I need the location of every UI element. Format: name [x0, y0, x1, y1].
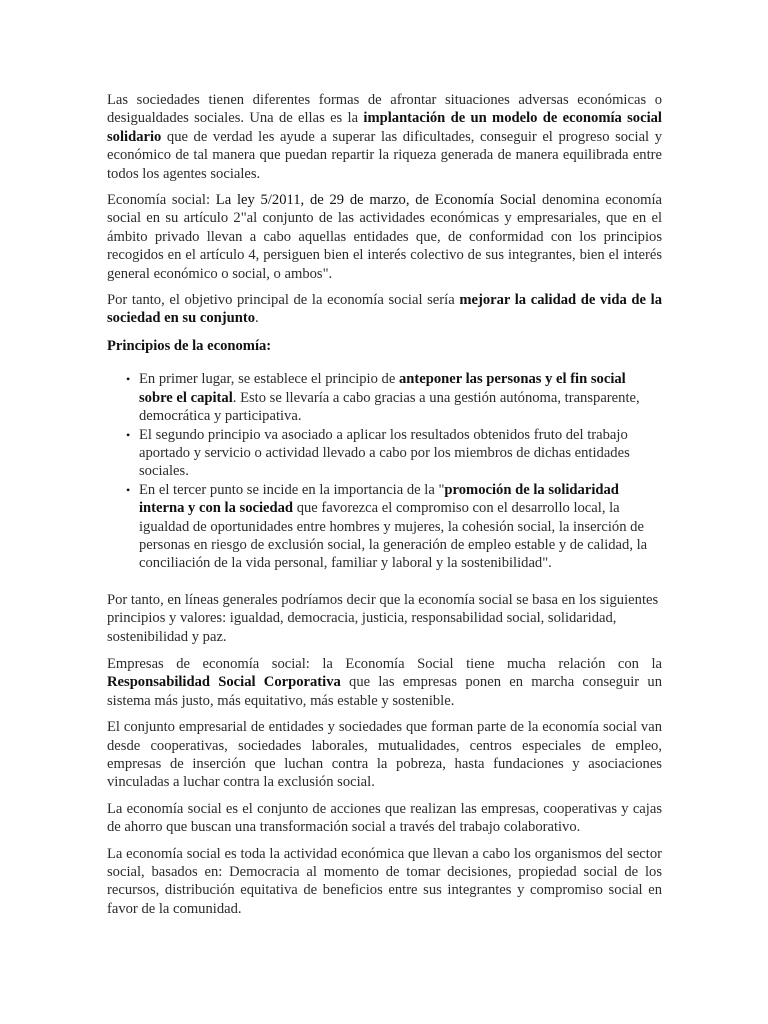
companies-paragraph [107, 655, 662, 710]
intro-paragraph [107, 91, 662, 183]
bullet-highlight: promoción de la solidaridad interna y con la sociedad [139, 481, 619, 517]
principles-list [107, 370, 662, 572]
companies-text: Empresas de economía social: la Economía Social tiene mucha relación con la [107, 655, 662, 672]
bullet-highlight: anteponer las personas y el fin social sobre el capital [139, 371, 626, 406]
bullet-icon: • [126, 482, 131, 497]
objective-highlight: mejorar la calidad de vida de la sociedad en su conjunto [107, 292, 662, 327]
bullet-icon: • [126, 372, 131, 387]
definition-text: denomina economía social en su artículo 2"al conjunto de las actividades económicas y empresariales, que en el ámbito privado llevan a cabo aquellas entidades que, de conformidad con los principios recogidos en el artículo 4, persiguen bien el interés colectivo de sus integrantes, bien el interés general económico o social, o ambos". [107, 192, 663, 282]
definition-label: Economía social: [107, 192, 216, 209]
bullet-text: En primer lugar, se establece el principio de [139, 371, 399, 388]
bullet-text: El segundo principio va asociado a aplicar los resultados obtenidos fruto del trabajo aportado y servicio o actividad llevado a cabo por los miembros de dichas entidades sociales. [139, 426, 630, 480]
activity-paragraph: La economía social es toda la actividad económica que llevan a cabo los organismos del sector social, basados en: Democracia al momento de tomar decisiones, propiedad social de los recursos, distribución equitativa de beneficios entre sus integrantes y compromiso social en favor de la comunidad. [107, 845, 662, 917]
list-item [107, 481, 662, 573]
bullet-text-end: que favorezca el compromiso con el desarrollo local, la igualdad de oportunidades entre hombres y mujeres, la cohesión social, la inserción de personas en riesgo de exclusión social, la generación de empleo estable y de calidad, la conciliación de la vida personal, familiar y laboral y la sostenibilidad". [139, 500, 648, 572]
bullet-text: En el tercer punto se incide en la importancia de la " [139, 481, 445, 498]
principles-heading: Principios de la economía: [107, 337, 272, 354]
bullet-text-end: . Esto se llevaría a cabo gracias a una gestión autónoma, transparente, democrática y participativa. [139, 389, 640, 425]
list-item [107, 370, 662, 425]
values-paragraph: Por tanto, en líneas generales podríamos decir que la economía social se basa en los siguientes principios y valores: igualdad, democracia, justicia, responsabilidad social, solidaridad, sostenibilidad y paz. [107, 591, 659, 645]
actions-paragraph: La economía social es el conjunto de acciones que realizan las empresas, cooperativas y cajas de ahorro que buscan una transformación social a través del trabajo colaborativo. [107, 800, 662, 836]
objective-text-end: . [255, 310, 259, 327]
law-reference: La ley 5/2011, de 29 de marzo, de Economía Social [215, 192, 537, 209]
document-page [107, 91, 662, 918]
definition-paragraph [107, 191, 662, 283]
intro-text-end: que de verdad les ayude a superar las dificultades, conseguir el progreso social y económico de tal manera que puedan repartir la riqueza generada de manera equilibrada entre todos los agentes sociales. [107, 128, 662, 182]
companies-highlight: Responsabilidad Social Corporativa [107, 674, 341, 691]
intro-highlight: implantación de un modelo de economía social solidario [107, 110, 662, 145]
intro-text: Las sociedades tienen diferentes formas de afrontar situaciones adversas económicas o desigualdades sociales. Una de ellas es la [107, 92, 662, 127]
objective-text: Por tanto, el objetivo principal de la economía social sería [107, 292, 460, 309]
list-item [107, 426, 662, 481]
companies-text-end: que las empresas ponen en marcha conseguir un sistema más justo, más equitativo, más estable y sostenible. [107, 674, 662, 709]
entities-paragraph: El conjunto empresarial de entidades y sociedades que forman parte de la economía social van desde cooperativas, sociedades laborales, mutualidades, centros especiales de empleo, empresas de inserción que luchan contra la pobreza, hasta fundaciones y asociaciones vinculadas a luchar contra la exclusión social. [107, 719, 662, 791]
bullet-icon: • [126, 427, 131, 442]
objective-paragraph [107, 291, 662, 328]
